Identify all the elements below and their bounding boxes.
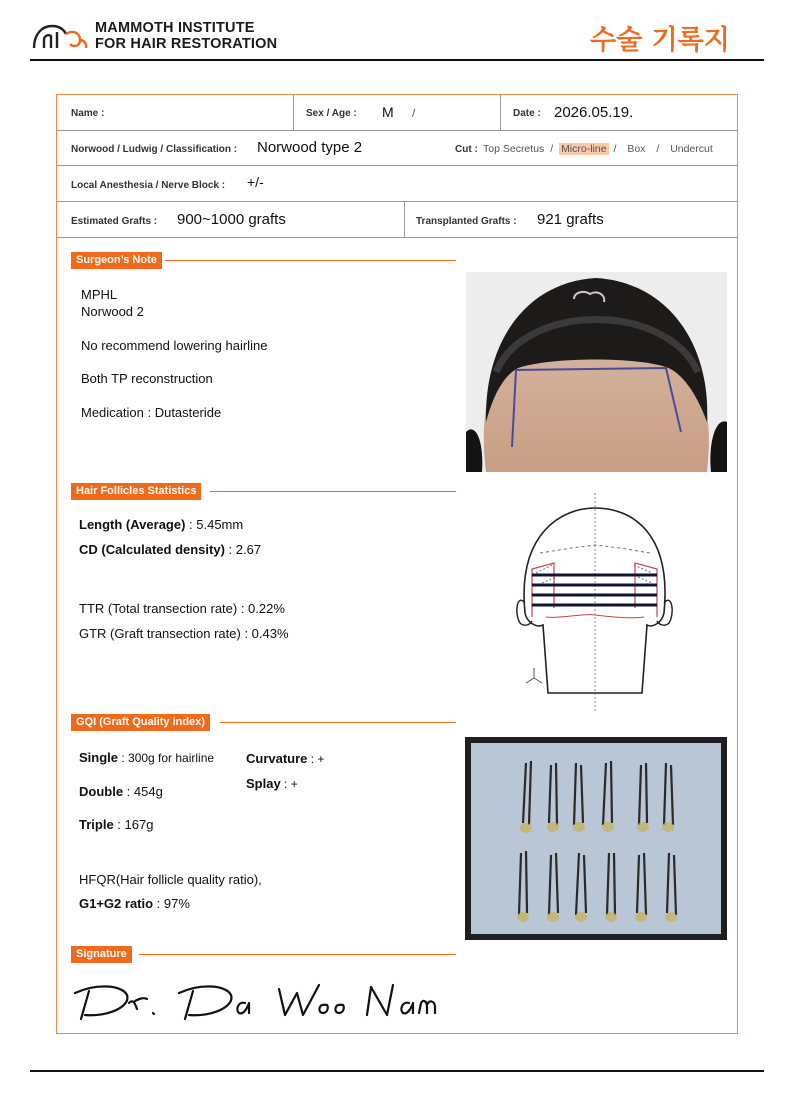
gqi-title: GQI (Graft Quality index): [71, 714, 210, 731]
date-label: Date :: [513, 108, 541, 119]
length-label: Length (Average): [79, 517, 186, 532]
surgeon-note-line: MPHL: [81, 287, 118, 302]
triple-label: Triple: [79, 817, 114, 832]
head-diagram: [512, 493, 682, 713]
top-divider: [30, 59, 764, 61]
ttr-stat: [79, 601, 285, 616]
cut-option-undercut[interactable]: Undercut: [670, 143, 713, 155]
section-divider: [139, 954, 456, 955]
cut-separator: /: [656, 143, 660, 155]
cut-option-box[interactable]: Box: [627, 143, 646, 155]
single-stat: [79, 750, 214, 765]
anesthesia-value[interactable]: +/-: [247, 174, 264, 190]
gtr-value: : 0.43%: [240, 626, 289, 641]
hfqr-line: [79, 872, 262, 887]
bottom-divider: [30, 1070, 764, 1072]
form-row-anesthesia: [57, 166, 737, 202]
anesthesia-label: Local Anesthesia / Nerve Block :: [71, 180, 226, 191]
surgeon-note-line: No recommend lowering hairline: [81, 338, 268, 353]
cut-separator: /: [550, 143, 554, 155]
g1g2-value: : 97%: [153, 896, 190, 911]
surgeon-note-title: Surgeon’s Note: [71, 252, 162, 269]
signature-handwriting: [67, 963, 457, 1027]
classification-value[interactable]: Norwood type 2: [257, 139, 363, 156]
length-stat: [79, 517, 243, 532]
mammoth-logo-icon: [30, 18, 90, 56]
g1g2-label: G1+G2 ratio: [79, 896, 154, 911]
cut-option-top-secretus[interactable]: Top Secretus: [483, 143, 545, 155]
density-value: : 2.67: [224, 542, 262, 557]
single-label: Single: [79, 750, 119, 765]
age-separator: /: [412, 106, 416, 120]
double-value: : 454g: [123, 784, 163, 799]
curvature-stat: [246, 751, 324, 766]
density-label: CD (Calculated density): [79, 542, 225, 557]
record-form-frame: [56, 94, 738, 1034]
date-cell[interactable]: [500, 95, 737, 130]
surgeon-note-line: Medication : Dutasteride: [81, 405, 222, 420]
splay-value: : +: [280, 777, 298, 791]
estimated-grafts-cell[interactable]: [57, 202, 404, 237]
double-stat: [79, 784, 163, 799]
section-divider: [210, 491, 456, 492]
section-divider: [165, 260, 456, 261]
sex-value: M: [382, 104, 394, 120]
classification-label: Norwood / Ludwig / Classification :: [71, 144, 238, 155]
institute-name: MAMMOTH INSTITUTE FOR HAIR RESTORATION: [95, 20, 278, 52]
document-title: 수술 기록지: [590, 25, 730, 56]
g1g2-stat: [79, 896, 190, 911]
triple-value: : 167g: [113, 817, 154, 832]
hfqr-label: HFQR(Hair follicle quality ratio),: [79, 872, 262, 887]
curvature-label: Curvature: [246, 751, 308, 766]
name-label: Name :: [71, 108, 105, 119]
cut-options: [483, 143, 713, 155]
estimated-grafts-label: Estimated Grafts :: [71, 216, 158, 227]
date-value: 2026.05.19.: [554, 104, 634, 121]
graft-photo-illustration: [471, 743, 721, 934]
transplanted-grafts-cell[interactable]: [404, 202, 737, 237]
cut-separator: /: [613, 143, 617, 155]
gtr-label: GTR (Graft transection rate): [79, 626, 241, 641]
estimated-grafts-value: 900~1000 grafts: [177, 211, 286, 228]
triple-stat: [79, 817, 153, 832]
length-value: : 5.45mm: [185, 517, 244, 532]
signature-title: Signature: [71, 946, 132, 963]
hairline-photo: [466, 272, 727, 472]
sex-age-cell[interactable]: [293, 95, 500, 130]
transplanted-grafts-label: Transplanted Grafts :: [416, 216, 517, 227]
form-row-name: [57, 95, 737, 131]
splay-stat: [246, 776, 298, 791]
splay-label: Splay: [246, 776, 281, 791]
surgeon-note-line: Norwood 2: [81, 304, 144, 319]
gtr-stat: [79, 626, 289, 641]
double-label: Double: [79, 784, 124, 799]
ttr-value: : 0.22%: [237, 601, 285, 616]
cut-label: Cut :: [455, 144, 478, 155]
density-stat: [79, 542, 261, 557]
form-row-classification: [57, 131, 737, 166]
ttr-label: TTR (Total transection rate): [79, 601, 238, 616]
curvature-value: : +: [307, 752, 325, 766]
section-divider: [220, 722, 456, 723]
surgeon-note-line: Both TP reconstruction: [81, 371, 213, 386]
form-row-grafts: [57, 202, 737, 238]
sex-age-label: Sex / Age :: [306, 108, 357, 119]
cut-option-micro-line[interactable]: Micro-line: [561, 143, 607, 155]
name-cell[interactable]: [57, 95, 293, 130]
transplanted-grafts-value: 921 grafts: [537, 211, 604, 228]
hairline-photo-illustration: [466, 272, 727, 472]
graft-photo: [465, 737, 727, 940]
single-value: : 300g for hairline: [118, 751, 215, 765]
follicle-stats-title: Hair Follicles Statistics: [71, 483, 201, 500]
signature-drawing: [67, 963, 457, 1027]
